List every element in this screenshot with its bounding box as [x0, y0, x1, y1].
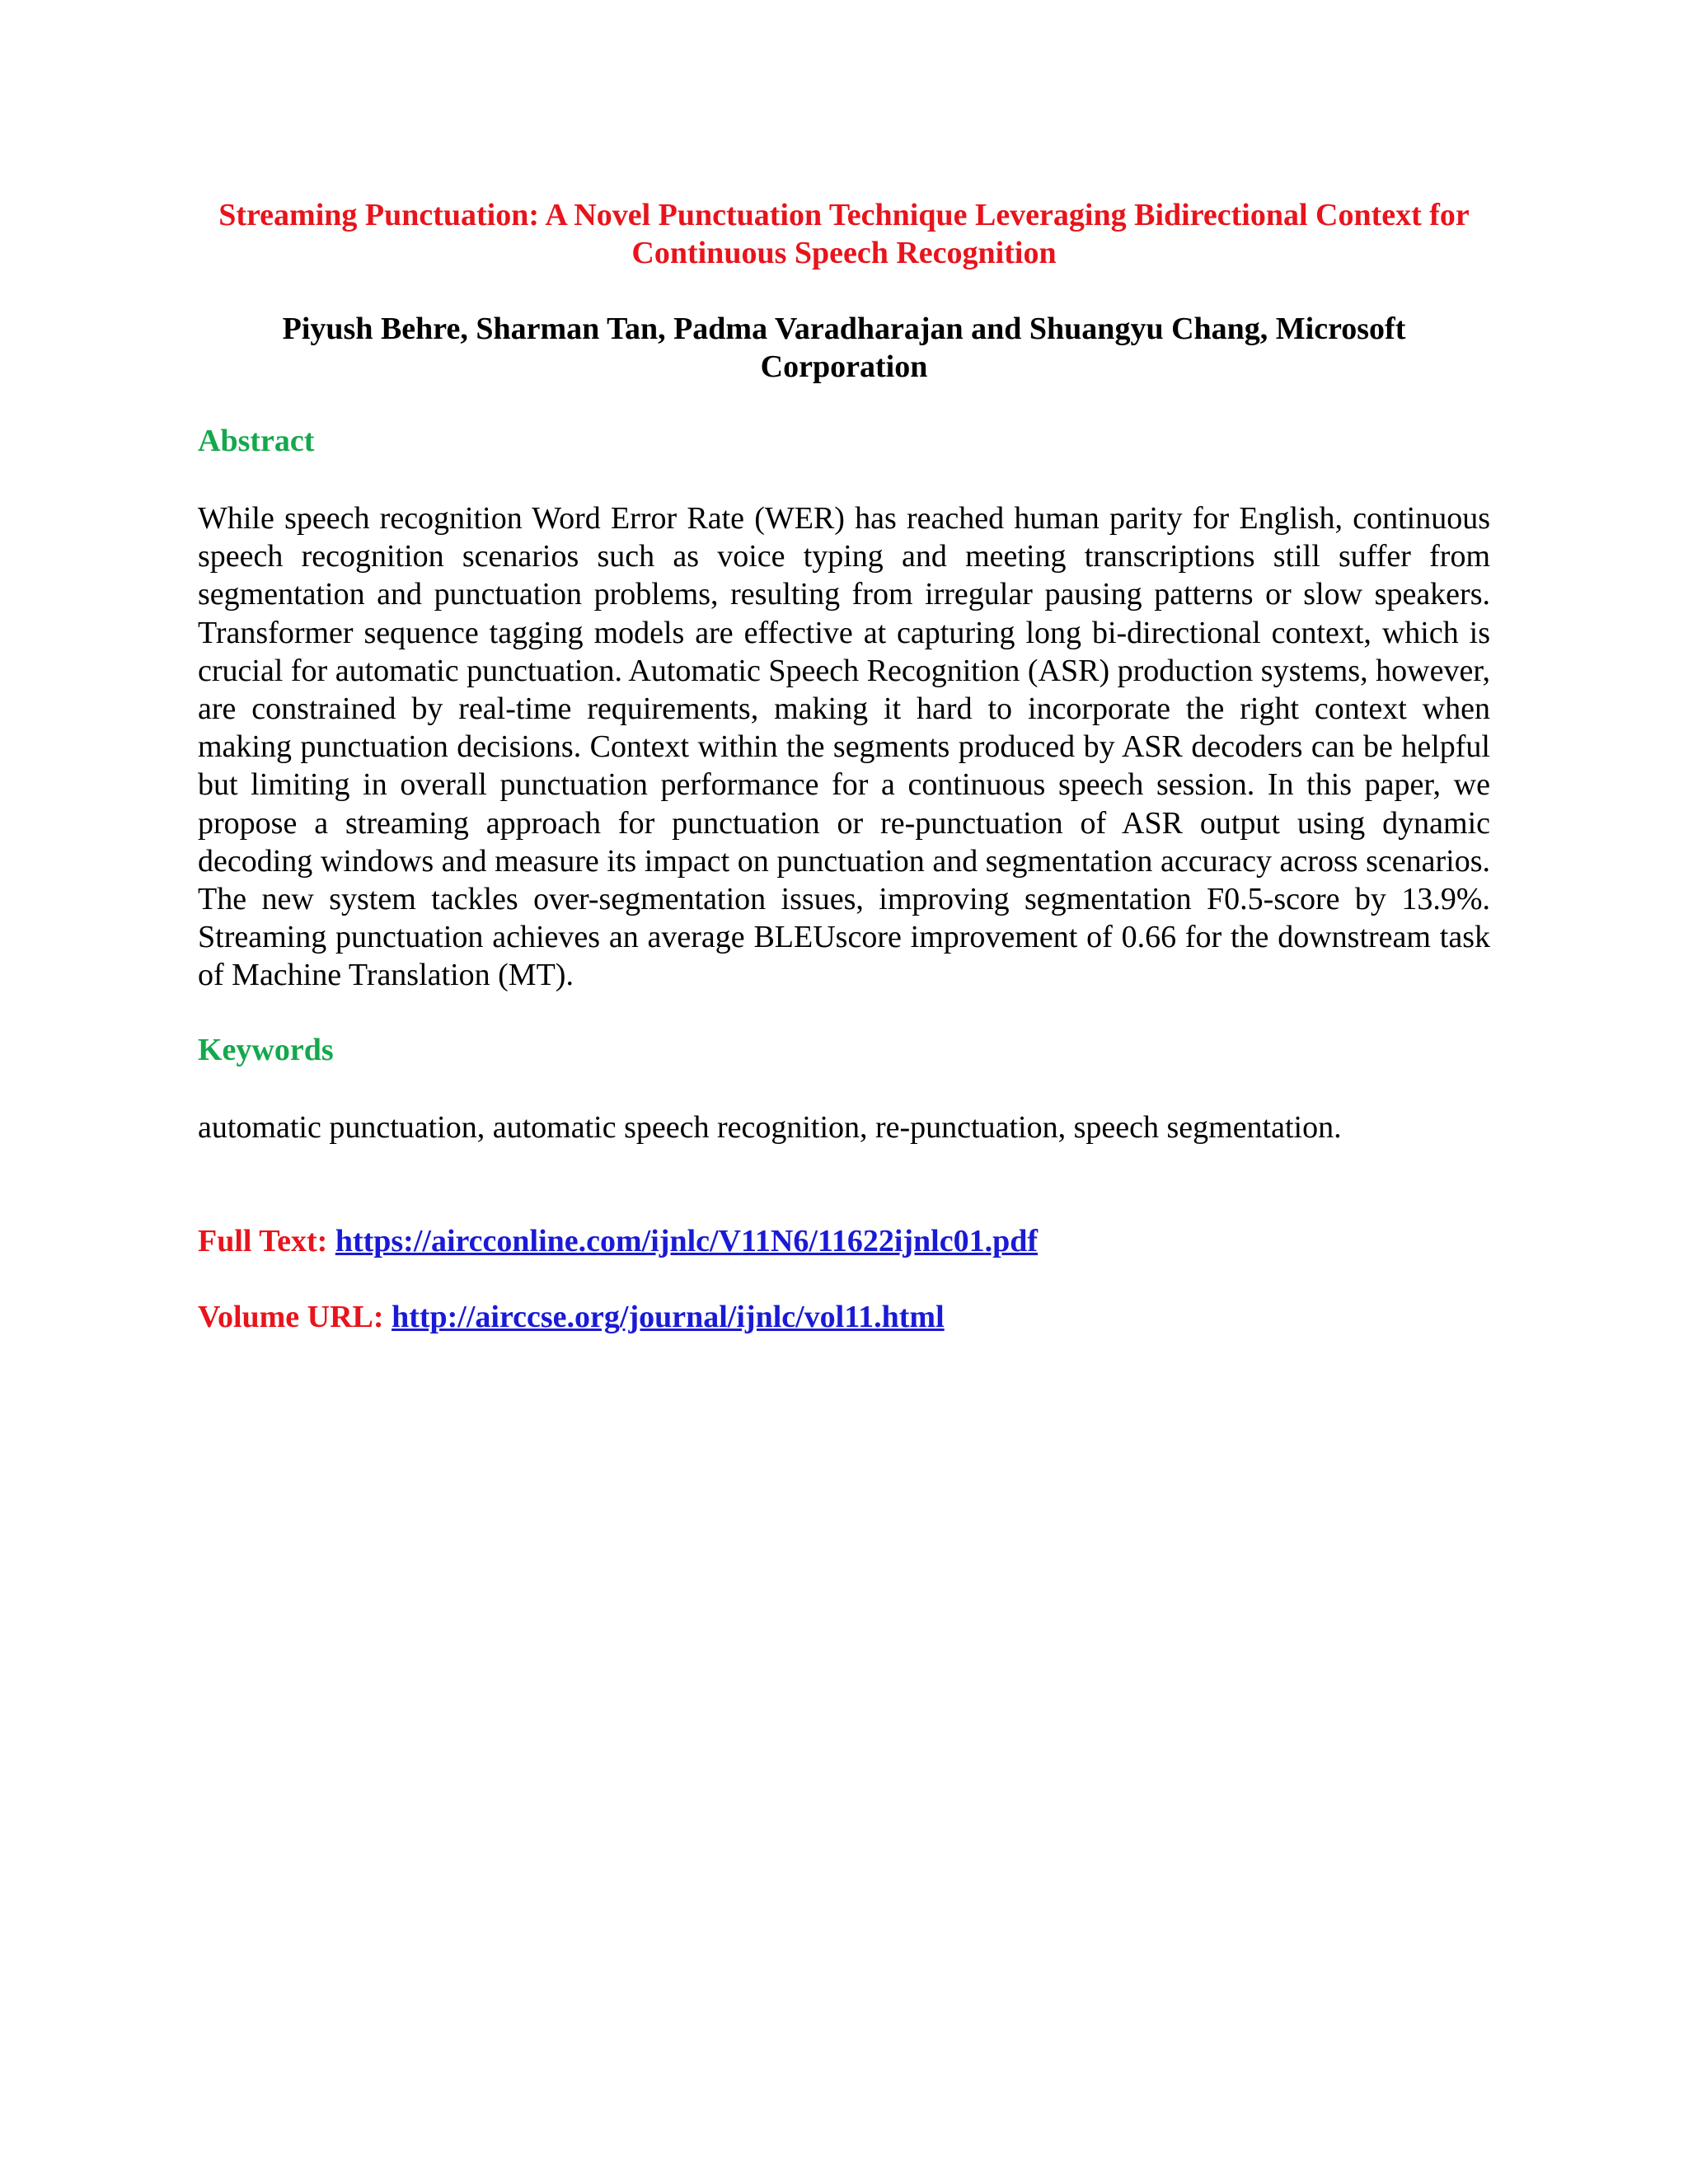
full-text-link[interactable]: https://aircconline.com/ijnlc/V11N6/11622ijnlc01.pdf	[335, 1223, 1039, 1258]
abstract-heading: Abstract	[198, 424, 315, 458]
abstract-text: While speech recognition Word Error Rate (WER) has reached human parity for English, continuous speech recognition scenarios such as voice typing and meeting transcriptions still suffer from segmentation and punctuation problems, resulting from irregular pausing patterns or slow speakers. Transformer sequence tagging models are effective at capturing long bi-directional context, which is crucial for automatic punctuation. Automatic Speech Recognition (ASR) production systems, however, are constrained by real-time requirements, making it hard to incorporate the right context when making punctuation decisions. Context within the segments produced by ASR decoders can be helpful but limiting in overall punctuation performance for a continuous speech session. In this paper, we propose a streaming approach for punctuation or re-punctuation of ASR output using dynamic decoding windows and measure its impact on punctuation and segmentation accuracy across scenarios. The new system tackles over-segmentation issues, improving segmentation F0.5-score by 13.9%. Streaming punctuation achieves an average BLEUscore improvement of 0.66 for the downstream task of Machine Translation (MT).	[198, 501, 1490, 993]
paper-authors: Piyush Behre, Sharman Tan, Padma Varadharajan and Shuangyu Chang, Microsoft Corporation	[282, 312, 1406, 384]
full-text-label: Full Text:	[198, 1223, 328, 1258]
full-text-line	[198, 1222, 1490, 1260]
paper-title: Streaming Punctuation: A Novel Punctuation Technique Leveraging Bidirectional Context for Continuous Speech Recognition	[218, 198, 1470, 270]
keywords-text: automatic punctuation, automatic speech recognition, re-punctuation, speech segmentation.	[198, 1109, 1342, 1145]
volume-url-line	[198, 1298, 1490, 1336]
volume-url-label: Volume URL:	[198, 1299, 384, 1334]
volume-url-link[interactable]: http://airccse.org/journal/ijnlc/vol11.html	[392, 1299, 945, 1334]
keywords-heading: Keywords	[198, 1032, 334, 1067]
paper-page	[198, 196, 1490, 1336]
